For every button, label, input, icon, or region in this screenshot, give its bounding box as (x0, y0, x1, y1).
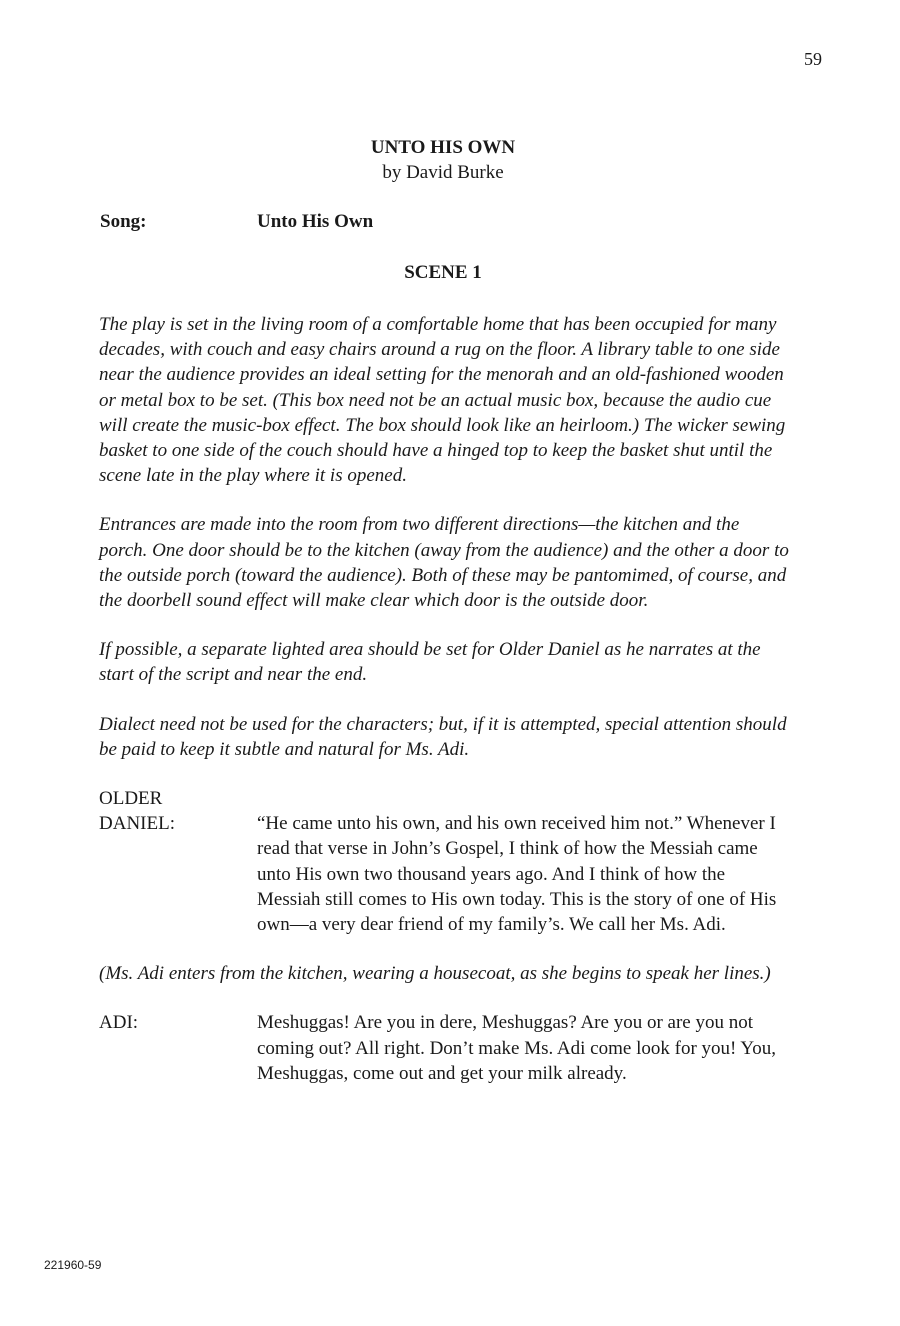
stage-direction-lighting: If possible, a separate lighted area should be set for Older Daniel as he narrates at the start of the script and near the end. (99, 639, 761, 686)
title-block (0, 135, 886, 185)
stage-direction-entrances: Entrances are made into the room from two different directions—the kitchen and the porch. One door should be to the kitchen (away from the audience) and the other a door to the outside porch (toward the audience). Both of these may be pantomimed, of course, and the doorbell sound effect will make clear which door is the outside door. (99, 514, 789, 612)
author-line: by David Burke (382, 162, 504, 183)
stage-direction-setting: The play is set in the living room of a comfortable home that has been occupied for many decades, with couch and easy chairs around a rug on the floor. A library table to one side near the audience provides an ideal setting for the menorah and an old-fashioned wooden or metal box to be set. (This box need not be an actual music box, because the audio cue will create the music-box effect. The box should look like an heirloom.) The wicker sewing basket to one side of the couch should have a hinged top to keep the basket shut until the scene late in the play where it is opened. (99, 314, 786, 487)
speech-adi: Meshuggas! Are you in dere, Meshuggas? Are you or are you not coming out? All right. Don’t make Ms. Adi come look for you! You, Meshuggas, come out and get your milk already. (257, 1012, 776, 1084)
speech-older-daniel: “He came unto his own, and his own received him not.” Whenever I read that verse in John’s Gospel, I think of how the Messiah came unto His own two thousand years ago. And I think of how the Messiah still comes to His own today. This is the story of one of His own—a very dear friend of my family’s. We call her Ms. Adi. (257, 813, 777, 936)
song-label: Song: (100, 211, 147, 232)
speaker-daniel: DANIEL: (99, 813, 175, 835)
footer-code: 221960-59 (44, 1258, 102, 1272)
speaker-adi: ADI: (99, 1012, 139, 1034)
older-daniel-block (99, 786, 789, 937)
stage-direction-adi-enters: (Ms. Adi enters from the kitchen, wearing a housecoat, as she begins to speak her lines.) (99, 963, 771, 985)
script-body (99, 312, 789, 1110)
scene-heading: SCENE 1 (404, 262, 482, 283)
dialogue-adi (99, 1010, 789, 1086)
play-title: UNTO HIS OWN (370, 137, 516, 158)
stage-direction-dialect: Dialect need not be used for the characters; but, if it is attempted, special attention should be paid to keep it subtle and natural for Ms. Adi. (99, 713, 787, 760)
song-row (100, 211, 373, 233)
speaker-older: OLDER (99, 788, 163, 810)
dialogue-older-daniel (99, 811, 789, 937)
song-name: Unto His Own (257, 211, 374, 232)
page-number: 59 (804, 49, 822, 69)
